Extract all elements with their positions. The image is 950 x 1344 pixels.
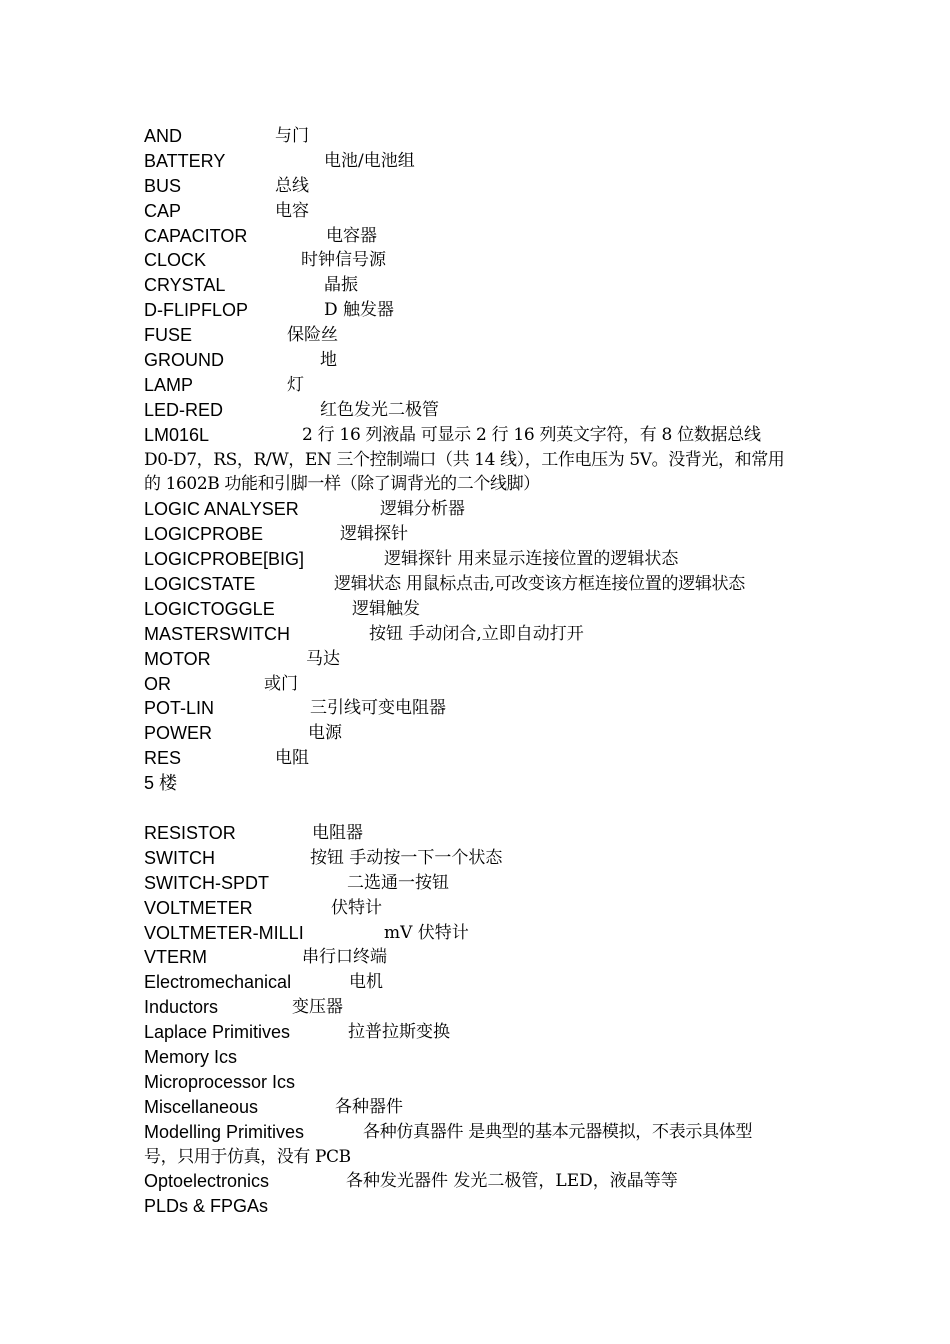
entry-term: AND <box>144 126 183 146</box>
entry-logicprobe-big <box>144 547 814 572</box>
entry-term: D-FLIPFLOP <box>144 300 249 321</box>
entry-microprocessor-ics <box>144 1070 814 1095</box>
entry-desc: 或门 <box>264 673 298 694</box>
entry-desc: 逻辑探针 <box>340 524 408 545</box>
entry-desc: 二选通一按钮 <box>347 872 449 893</box>
entry-desc: 马达 <box>306 648 340 669</box>
entry-desc: 时钟信号源 <box>301 250 386 271</box>
entry-desc: 逻辑触发 <box>352 598 420 619</box>
entry-term: LAMP <box>144 374 194 395</box>
entry-desc: 按钮 手动闭合,立即自动打开 <box>369 623 584 644</box>
entry-lm016l-continued-2: 的 1602B 功能和引脚一样（除了调背光的二个线脚） <box>144 474 540 495</box>
entry-lm016l-continued-1: D0-D7，RS，R/W，EN 三个控制端口（共 14 线），工作电压为 5V。没背光，和常用 <box>144 449 785 470</box>
entry-term: MASTERSWITCH <box>144 623 290 644</box>
entry-motor <box>144 647 814 672</box>
entry-term: VOLTMETER <box>144 897 253 918</box>
entry-desc: 2 行 16 列液晶 可显示 2 行 16 列英文字符，有 8 位数据总线 <box>302 424 761 445</box>
entry-fuse <box>144 323 814 348</box>
entry-modelling-primitives <box>144 1120 814 1145</box>
blank-line <box>144 796 814 821</box>
entry-vterm <box>144 945 814 970</box>
entry-term: OR <box>144 673 171 694</box>
document-body <box>144 124 814 1219</box>
entry-term: PLDs & FPGAs <box>144 1196 269 1217</box>
entry-term: Optoelectronics <box>144 1171 270 1192</box>
entry-desc: 逻辑分析器 <box>380 499 465 520</box>
entry-voltmeter-milli <box>144 921 814 946</box>
entry-power <box>144 721 814 746</box>
entry-term: Modelling Primitives <box>144 1121 305 1142</box>
entry-desc: 红色发光二极管 <box>320 399 439 420</box>
entry-desc: 变压器 <box>292 997 343 1018</box>
entry-term: VOLTMETER-MILLI <box>144 922 304 943</box>
entry-term: LOGICSTATE <box>144 574 256 595</box>
entry-term: LOGIC ANALYSER <box>144 499 299 520</box>
entry-term: CAPACITOR <box>144 225 248 246</box>
entry-voltmeter <box>144 896 814 921</box>
entry-pot-lin <box>144 696 814 721</box>
entry-term: RES <box>144 748 182 769</box>
entry-res <box>144 746 814 771</box>
entry-desc: 电阻 <box>275 748 309 769</box>
entry-term: LOGICPROBE[BIG] <box>144 549 305 570</box>
entry-desc: 三引线可变电阻器 <box>310 698 446 719</box>
entry-term: Miscellaneous <box>144 1096 259 1117</box>
entry-term: Laplace Primitives <box>144 1022 291 1043</box>
entry-term: CLOCK <box>144 250 207 271</box>
entry-term: Memory Ics <box>144 1046 238 1067</box>
entry-desc: mV 伏特计 <box>384 922 469 943</box>
entry-crystal <box>144 273 814 298</box>
entry-term: SWITCH-SPDT <box>144 872 269 893</box>
entry-term: LOGICPROBE <box>144 524 264 545</box>
entry-term: LOGICTOGGLE <box>144 598 275 619</box>
entry-desc: 晶振 <box>324 275 358 296</box>
entry-desc: 地 <box>320 350 337 371</box>
entry-desc: 保险丝 <box>287 325 338 346</box>
entry-desc: D 触发器 <box>324 300 395 321</box>
entry-battery <box>144 149 814 174</box>
entry-electromechanical <box>144 970 814 995</box>
entry-desc: 各种器件 <box>335 1096 403 1117</box>
entry-desc: 电阻器 <box>312 822 363 843</box>
entry-laplace-primitives <box>144 1020 814 1045</box>
entry-d-flipflop <box>144 298 814 323</box>
entry-resistor <box>144 821 814 846</box>
entry-term: FUSE <box>144 325 193 346</box>
entry-switch-spdt <box>144 871 814 896</box>
entry-term: RESISTOR <box>144 822 236 843</box>
entry-term: BUS <box>144 175 182 196</box>
entry-or <box>144 672 814 697</box>
entry-logictoggle <box>144 597 814 622</box>
entry-term: SWITCH <box>144 847 215 868</box>
entry-desc: 拉普拉斯变换 <box>348 1022 450 1043</box>
entry-term: MOTOR <box>144 648 211 669</box>
entry-inductors <box>144 995 814 1020</box>
entry-switch <box>144 846 814 871</box>
entry-desc: 串行口终端 <box>302 947 387 968</box>
entry-lm016l <box>144 423 814 448</box>
entry-term: Inductors <box>144 997 219 1018</box>
entry-plds-fpgas <box>144 1194 814 1219</box>
entry-desc: 灯 <box>287 374 304 395</box>
entry-miscellaneous <box>144 1095 814 1120</box>
entry-term: Microprocessor Ics <box>144 1071 296 1092</box>
entry-cap <box>144 199 814 224</box>
floor-marker: 5 楼 <box>144 773 178 794</box>
entry-desc: 逻辑状态 用鼠标点击,可改变该方框连接位置的逻辑状态 <box>334 574 746 595</box>
entry-memory-ics <box>144 1045 814 1070</box>
entry-optoelectronics <box>144 1169 814 1194</box>
entry-logicprobe <box>144 522 814 547</box>
entry-modelling-continued: 号，只用于仿真，没有 PCB <box>144 1146 351 1167</box>
entry-led-red <box>144 398 814 423</box>
entry-ground <box>144 348 814 373</box>
entry-desc: 按钮 手动按一下一个状态 <box>310 847 503 868</box>
entry-term: CAP <box>144 200 182 221</box>
entry-masterswitch <box>144 622 814 647</box>
entry-term: Electromechanical <box>144 972 292 993</box>
entry-term: POT-LIN <box>144 698 215 719</box>
entry-term: CRYSTAL <box>144 275 226 296</box>
entry-term: LM016L <box>144 424 210 445</box>
entry-desc: 电池/电池组 <box>324 150 415 171</box>
entry-logic-analyser <box>144 497 814 522</box>
entry-desc: 总线 <box>275 175 309 196</box>
entry-term: LED-RED <box>144 399 224 420</box>
entry-clock <box>144 248 814 273</box>
entry-desc: 逻辑探针 用来显示连接位置的逻辑状态 <box>384 549 679 570</box>
entry-logicstate <box>144 572 814 597</box>
entry-bus <box>144 174 814 199</box>
entry-term: GROUND <box>144 350 224 371</box>
entry-desc: 电源 <box>308 723 342 744</box>
entry-capacitor <box>144 224 814 249</box>
entry-desc: 与门 <box>275 126 309 146</box>
entry-and <box>144 124 814 149</box>
entry-term: POWER <box>144 723 213 744</box>
entry-desc: 电机 <box>349 972 383 993</box>
entry-lamp <box>144 373 814 398</box>
entry-desc: 各种发光器件 发光二极管，LED，液晶等等 <box>346 1171 678 1192</box>
entry-desc: 电容 <box>275 200 309 221</box>
entry-desc: 伏特计 <box>331 897 382 918</box>
entry-desc: 各种仿真器件 是典型的基本元器模拟，不表示具体型 <box>363 1121 753 1142</box>
entry-term: BATTERY <box>144 150 226 171</box>
entry-desc: 电容器 <box>326 225 377 246</box>
entry-term: VTERM <box>144 947 207 968</box>
